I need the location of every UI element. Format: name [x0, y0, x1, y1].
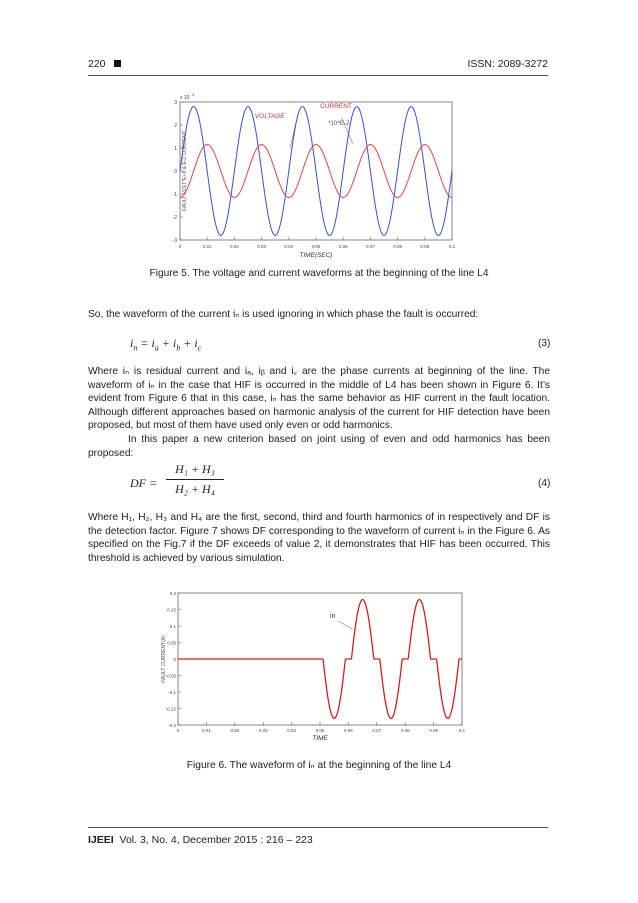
y-exponent: 4: [192, 92, 195, 97]
y-tick-label: 0.05: [167, 640, 176, 646]
x-tick-label: 0.01: [202, 728, 211, 733]
equation-4-lhs: DF =: [130, 476, 158, 490]
footer-citation: IJEEI Vol. 3, No. 4, December 2015 : 216 – 223: [88, 834, 313, 846]
x-tick-label: 0.01: [202, 244, 212, 249]
annotation-current: CURRENT: [320, 102, 352, 110]
equation-4-fraction: [166, 462, 224, 497]
x-tick-label: 0.02: [230, 244, 239, 249]
y-tick-label: 0.1: [169, 624, 176, 629]
x-tick-label: 0.06: [338, 244, 348, 249]
square-bullet-icon: [114, 60, 121, 67]
figure-5-caption: Figure 5. The voltage and current waveforms at the beginning of the line L4: [149, 268, 489, 279]
y-tick-label: 2: [174, 123, 177, 129]
x-tick-label: 0.03: [258, 728, 268, 733]
y-tick-label: -1: [172, 192, 177, 198]
y-multiplier: x 10: [180, 95, 190, 101]
x-tick-label: 0.04: [284, 244, 294, 249]
annotation-voltage: VOLTAGE: [254, 113, 285, 121]
equation-4-numerator: H₁ + H₃: [175, 462, 215, 476]
x-tick-label: 0.03: [257, 244, 266, 249]
paragraph-2: Where iₙ is residual current and iₐ, iᵦ and i꜀ are the phase currents at beginning of the line. The waveform of iₙ in the case that HIF is occurred in the middle of L4 has been shown in Figure 6. It’s evident from Figure 6 that in this case, iₙ has the same behavior as HIF current in the fault location. Although different approaches based on harmonic analysis of the current for HIF detection have been proposed, but most of them have used only even or odd harmonics.: [88, 366, 550, 432]
figure-6-chart: [158, 585, 470, 747]
paragraph-4: Where H₁, H₂, H₃ and H₄ are the first, second, third and fourth harmonics of in respectively and DF is the detection factor. Figure 7 shows DF corresponding to the waveform of current iₙ in the Figure 6. As specified on the Fig.7 if the DF exceeds of value 2, it demonstrates that HIF has been occurred. This threshold is achieved by various simulation.: [88, 512, 550, 564]
paragraph-1: So, the waveform of the current iₙ is used ignoring in which phase the fault is occurred:: [88, 309, 479, 320]
annotation-scale: *10^E-2: [328, 121, 350, 127]
x-tick-label: 0.1: [458, 728, 466, 733]
x-tick-label: 0: [176, 728, 180, 733]
x-tick-label: 0.07: [366, 244, 375, 249]
y-tick-label: -3: [172, 238, 177, 244]
y-tick-label: 0: [173, 657, 176, 662]
x-axis-label: TIME(SEC): [299, 252, 333, 259]
header-page-number: 220: [88, 58, 121, 70]
x-tick-label: 0.08: [393, 244, 402, 249]
equation-3: $i_n = i_a + i_b + i_c$: [130, 336, 202, 353]
y-tick-label: 3: [174, 100, 177, 106]
y-axis-label: FAULT CURRENT(A): [161, 635, 167, 683]
equation-4-denominator: H₂ + H₄: [175, 482, 215, 496]
x-tick-label: 0.06: [344, 728, 353, 733]
header-issn: ISSN: 2089-3272: [467, 58, 548, 70]
paragraph-3: In this paper a new criterion based on joint using of even and odd harmonics has been proposed:: [88, 434, 550, 459]
x-tick-label: 0: [178, 244, 182, 249]
x-tick-label: 0.04: [287, 728, 296, 733]
x-tick-label: 0.02: [230, 728, 240, 733]
y-tick-label: -2: [172, 215, 177, 221]
y-tick-label: 0.2: [169, 591, 176, 596]
figure-6-caption: Figure 6. The waveform of iₙ at the beginning of the line L4: [186, 760, 452, 771]
y-tick-label: -0.2: [168, 723, 176, 728]
x-tick-label: 0.09: [429, 728, 438, 733]
x-tick-label: 0.07: [372, 728, 382, 733]
y-tick-label: 0.15: [167, 607, 176, 613]
x-tick-label: 0.05: [315, 728, 325, 733]
annotation-in: in: [329, 612, 336, 620]
x-tick-label: 0.09: [420, 244, 430, 249]
y-axis-label: FAULT VOLT*E+8 & E-2 CURRENT: [182, 131, 188, 211]
y-tick-label: -0.15: [165, 706, 176, 712]
y-tick-label: -0.1: [168, 690, 176, 695]
header-divider: [88, 75, 548, 76]
x-tick-label: 0.05: [311, 244, 321, 249]
y-tick-label: 1: [174, 146, 177, 152]
x-axis-label: TIME: [312, 735, 328, 742]
y-tick-label: -0.05: [165, 673, 176, 679]
equation-4-number: (4): [538, 478, 551, 489]
footer-divider: [88, 827, 548, 828]
equation-4-fraction-bar: [166, 479, 224, 480]
equation-3-number: (3): [538, 338, 551, 349]
figure-5-chart: [168, 92, 460, 262]
y-tick-label: 0: [174, 169, 177, 175]
x-tick-label: 0.08: [400, 728, 410, 733]
x-tick-label: 0.1: [448, 244, 456, 249]
